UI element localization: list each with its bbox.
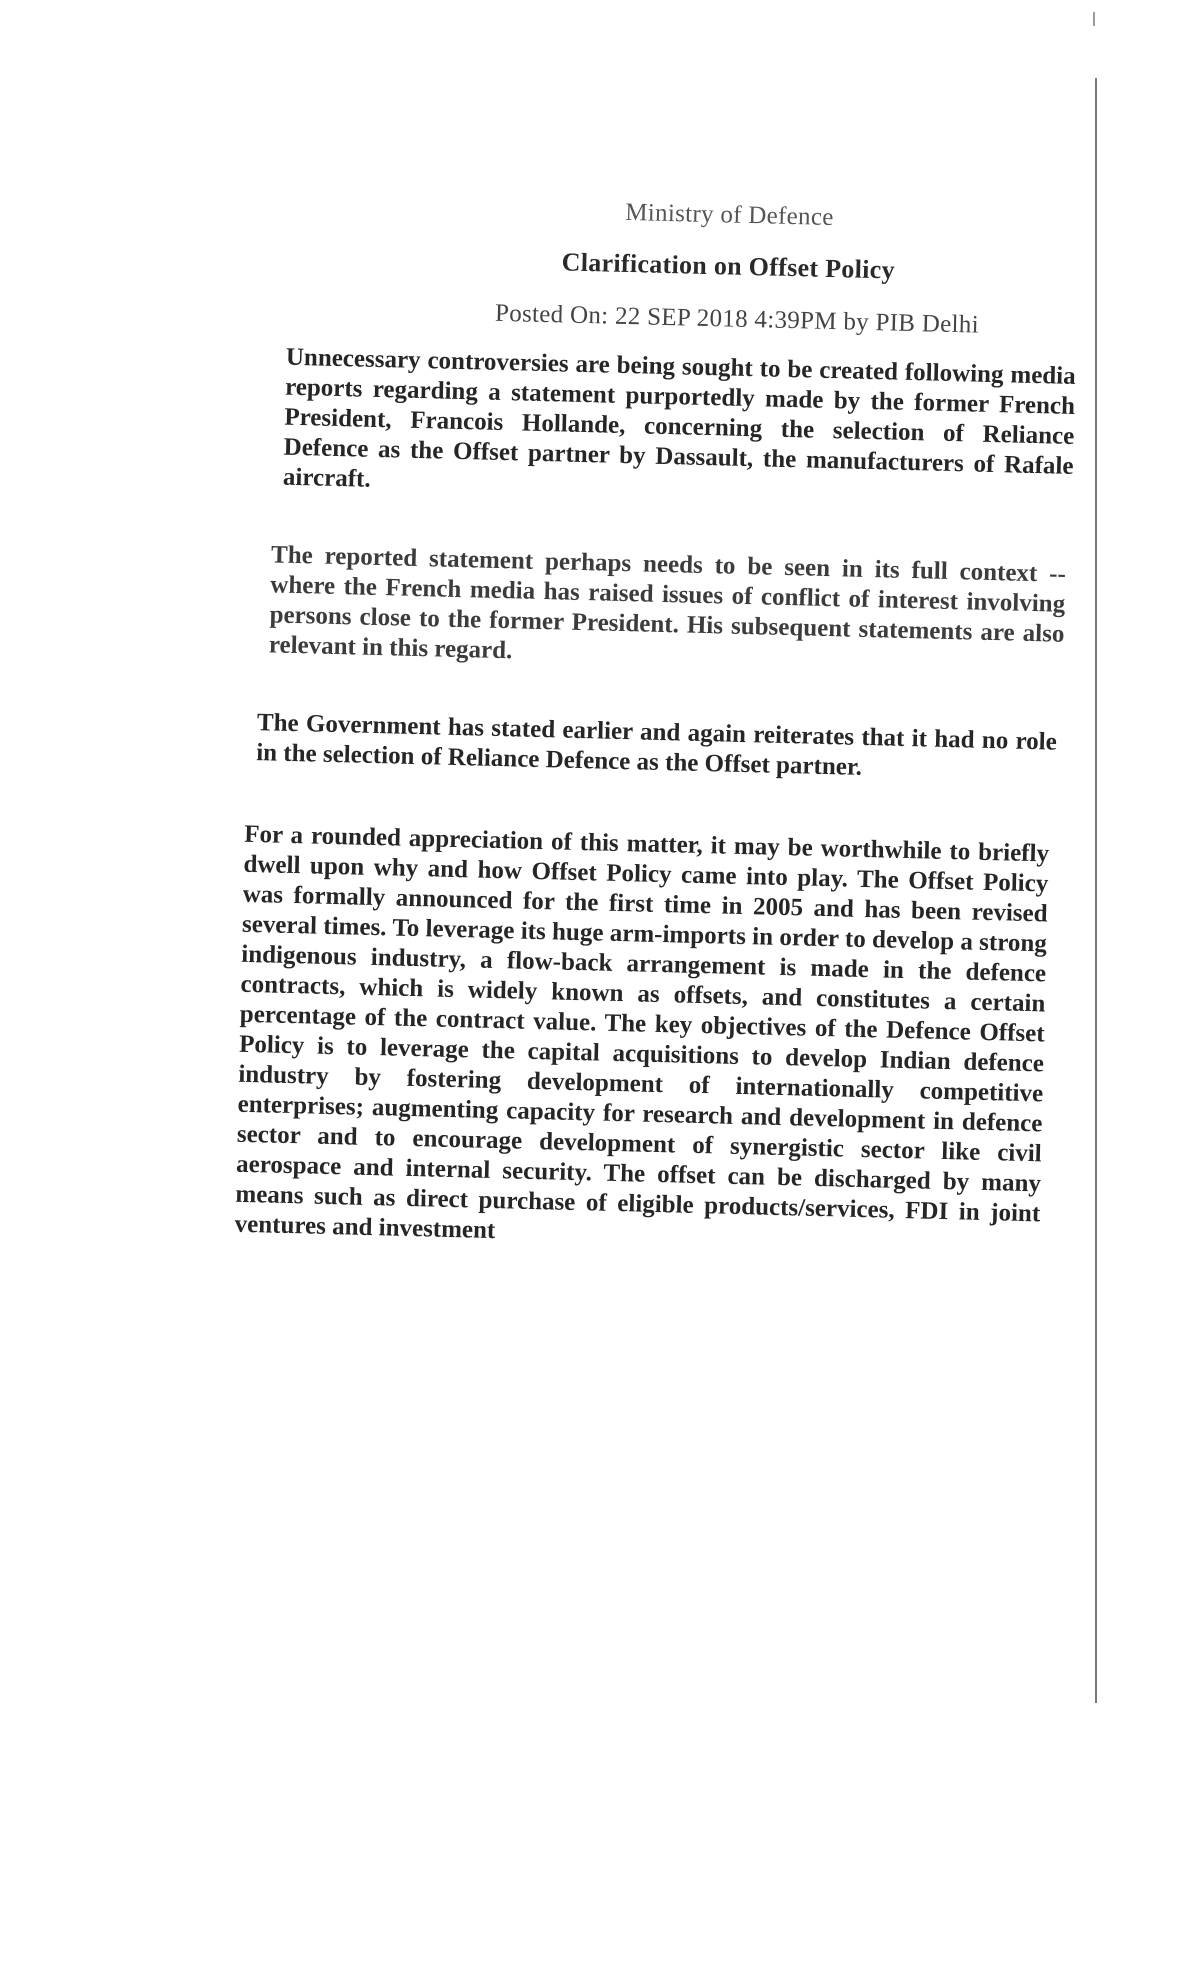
paragraph-1: Unnecessary controversies are being sought to be created following media reports regarding a statement purportedly made by the former French President, Francois Hollande, concerning the selection of Reliance Defence as the Offset partner by Dassault, the manufacturers of Rafale aircraft.	[282, 343, 1077, 493]
paragraph-3: The Government has stated earlier and again reiterates that it had no role in the selection of Reliance Defence as the Offset partner.	[255, 709, 1058, 781]
paragraph-4: For a rounded appreciation of this matter, it may be worthwhile to briefly dwell upon why and how Offset Policy came into play. The Offset Policy was formally announced for the first time in 2005 and has been revised several times. To leverage its huge arm-imports in order to develop a strong indigenous industry, a flow-back arrangement is made in the defence contracts, which is widely known as offsets, and constitutes a certain percentage of the contract value. The key objectives of the Defence Offset Policy is to leverage the capital acquisitions to develop Indian defence industry by fostering development of internationally competitive enterprises; augmenting capacity for research and development in defence sector and to encourage development of synergistic sector like civil aerospace and internal security. The offset can be discharged by many means such as direct purchase of eligible products/services, FDI in joint ventures and investment	[234, 820, 1050, 1245]
document-title: Clarification on Offset Policy	[561, 247, 896, 285]
posted-line: Posted On: 22 SEP 2018 4:39PM by PIB Delhi	[494, 299, 980, 339]
scan-margin-line	[1095, 78, 1097, 1703]
ministry-heading: Ministry of Defence	[625, 198, 835, 232]
paragraph-2: The reported statement perhaps needs to be seen in its full context -- where the French media has raised issues of conflict of interest involving persons close to the former President. His subsequent statements are also relevant in this regard.	[268, 541, 1067, 665]
scan-tick-mark	[1093, 12, 1095, 26]
document-body	[234, 190, 1079, 1260]
